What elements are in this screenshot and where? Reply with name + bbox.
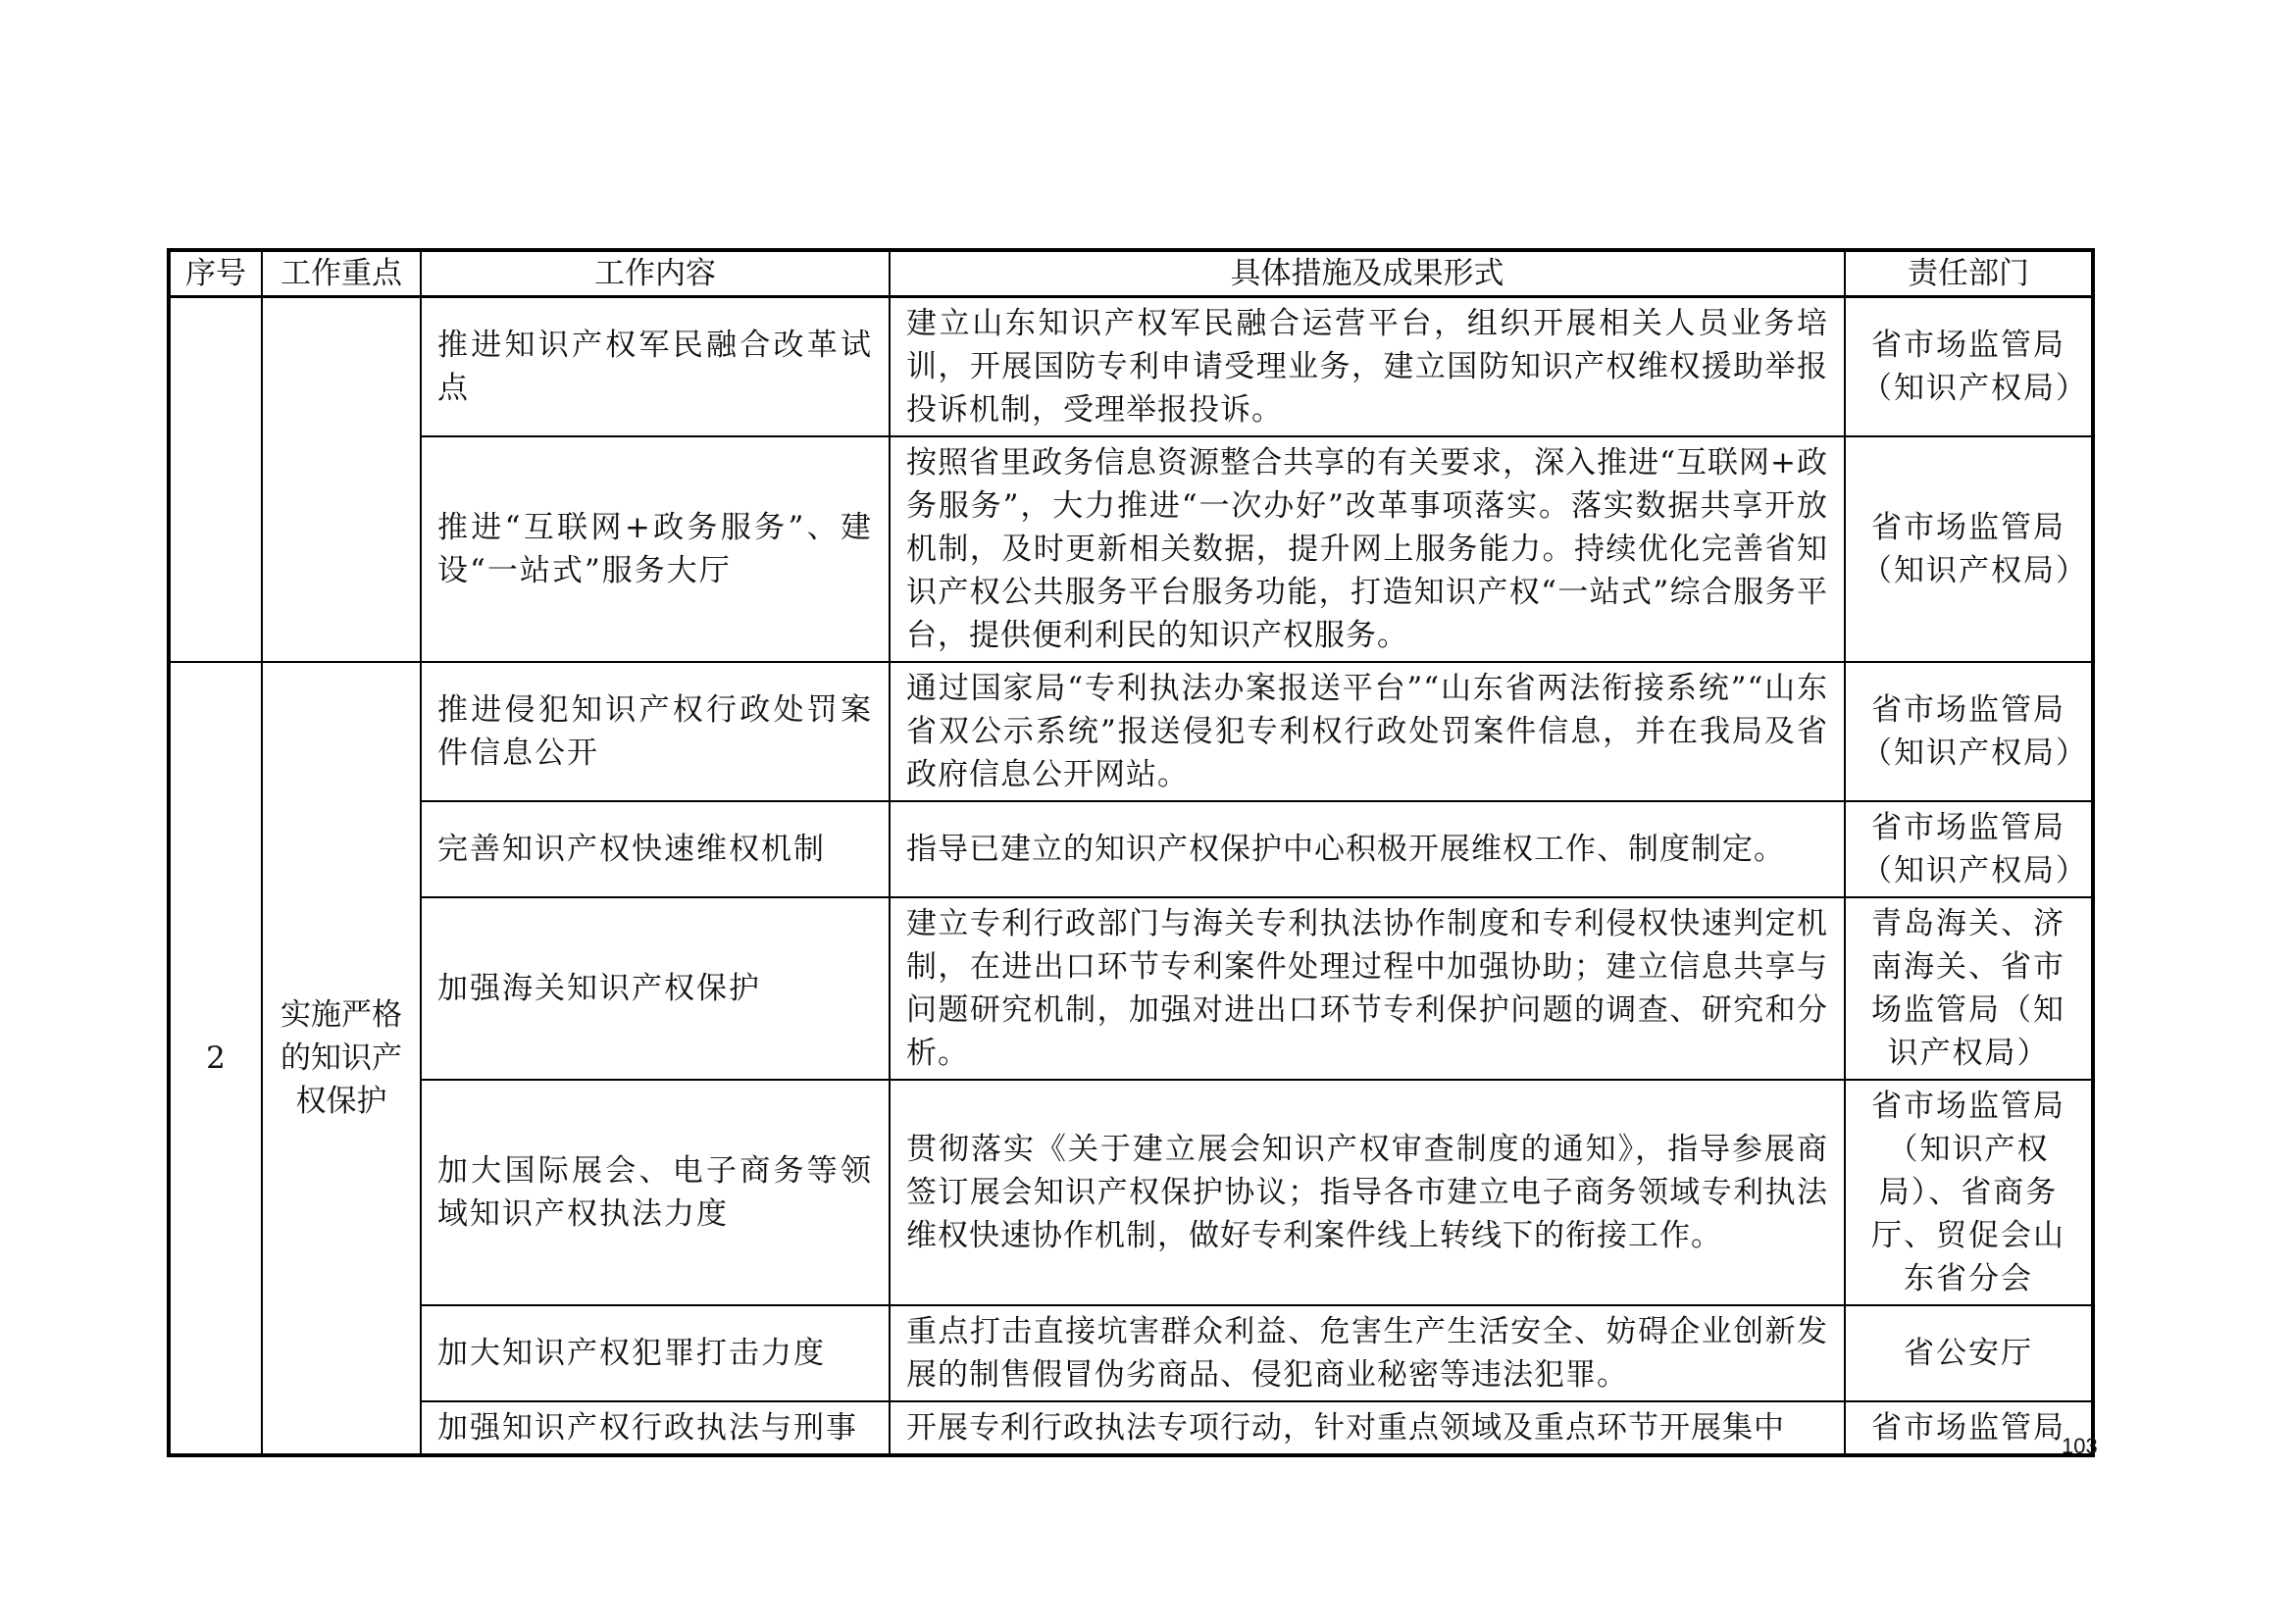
header-dept: 责任部门 (1845, 250, 2093, 297)
header-content: 工作内容 (421, 250, 890, 297)
page-number: 103 (2062, 1434, 2098, 1458)
header-number: 序号 (169, 250, 262, 297)
row-measures: 重点打击直接坑害群众利益、危害生产生活安全、妨碍企业创新发展的制售假冒伪劣商品、侵犯商业秘密等违法犯罪。 (890, 1305, 1845, 1401)
header-measures: 具体措施及成果形式 (890, 250, 1845, 297)
table-row (169, 1401, 2093, 1455)
group-2-number: 2 (169, 662, 262, 1455)
row-content: 加强海关知识产权保护 (421, 897, 890, 1080)
table-row (169, 436, 2093, 662)
table-row (169, 297, 2093, 437)
row-content: 加大知识产权犯罪打击力度 (421, 1305, 890, 1401)
row-dept: 省市场监管局（知识产权局） (1845, 436, 2093, 662)
row-dept: 省市场监管局 (1845, 1401, 2093, 1455)
row-content: 加强知识产权行政执法与刑事 (421, 1401, 890, 1455)
group-1-focus (262, 297, 421, 663)
table-row (169, 1080, 2093, 1305)
row-dept: 省市场监管局（知识产权局） (1845, 801, 2093, 897)
row-dept: 省市场监管局（知识产权局） (1845, 297, 2093, 437)
row-measures: 通过国家局“专利执法办案报送平台”“山东省两法衔接系统”“山东省双公示系统”报送侵犯专利权行政处罚案件信息，并在我局及省政府信息公开网站。 (890, 662, 1845, 801)
row-dept: 省市场监管局（知识产权局） (1845, 662, 2093, 801)
table-row (169, 801, 2093, 897)
row-dept: 省市场监管局（知识产权局）、省商务厅、贸促会山东省分会 (1845, 1080, 2093, 1305)
row-measures: 建立山东知识产权军民融合运营平台，组织开展相关人员业务培训，开展国防专利申请受理业务，建立国防知识产权维权援助举报投诉机制，受理举报投诉。 (890, 297, 1845, 437)
group-1-number (169, 297, 262, 663)
table-header-row (169, 250, 2093, 297)
row-measures: 开展专利行政执法专项行动，针对重点领域及重点环节开展集中 (890, 1401, 1845, 1455)
table-row (169, 1305, 2093, 1401)
row-content: 加大国际展会、电子商务等领域知识产权执法力度 (421, 1080, 890, 1305)
row-content: 推进知识产权军民融合改革试点 (421, 297, 890, 437)
row-content: 推进“互联网+政务服务”、建设“一站式”服务大厅 (421, 436, 890, 662)
row-measures: 指导已建立的知识产权保护中心积极开展维权工作、制度制定。 (890, 801, 1845, 897)
row-content: 完善知识产权快速维权机制 (421, 801, 890, 897)
row-measures: 按照省里政务信息资源整合共享的有关要求，深入推进“互联网+政务服务”，大力推进“一次办好”改革事项落实。落实数据共享开放机制，及时更新相关数据，提升网上服务能力。持续优化完善省知识产权公共服务平台服务功能，打造知识产权“一站式”综合服务平台，提供便利利民的知识产权服务。 (890, 436, 1845, 662)
row-dept: 省公安厅 (1845, 1305, 2093, 1401)
table-row (169, 662, 2093, 801)
row-content: 推进侵犯知识产权行政处罚案件信息公开 (421, 662, 890, 801)
group-2-focus: 实施严格的知识产权保护 (262, 662, 421, 1455)
work-plan-table (167, 248, 2095, 1457)
row-measures: 贯彻落实《关于建立展会知识产权审查制度的通知》，指导参展商签订展会知识产权保护协议；指导各市建立电子商务领域专利执法维权快速协作机制，做好专利案件线上转线下的衔接工作。 (890, 1080, 1845, 1305)
table-row (169, 897, 2093, 1080)
header-focus: 工作重点 (262, 250, 421, 297)
row-measures: 建立专利行政部门与海关专利执法协作制度和专利侵权快速判定机制，在进出口环节专利案件处理过程中加强协助；建立信息共享与问题研究机制，加强对进出口环节专利保护问题的调查、研究和分析。 (890, 897, 1845, 1080)
row-dept: 青岛海关、济南海关、省市场监管局（知识产权局） (1845, 897, 2093, 1080)
